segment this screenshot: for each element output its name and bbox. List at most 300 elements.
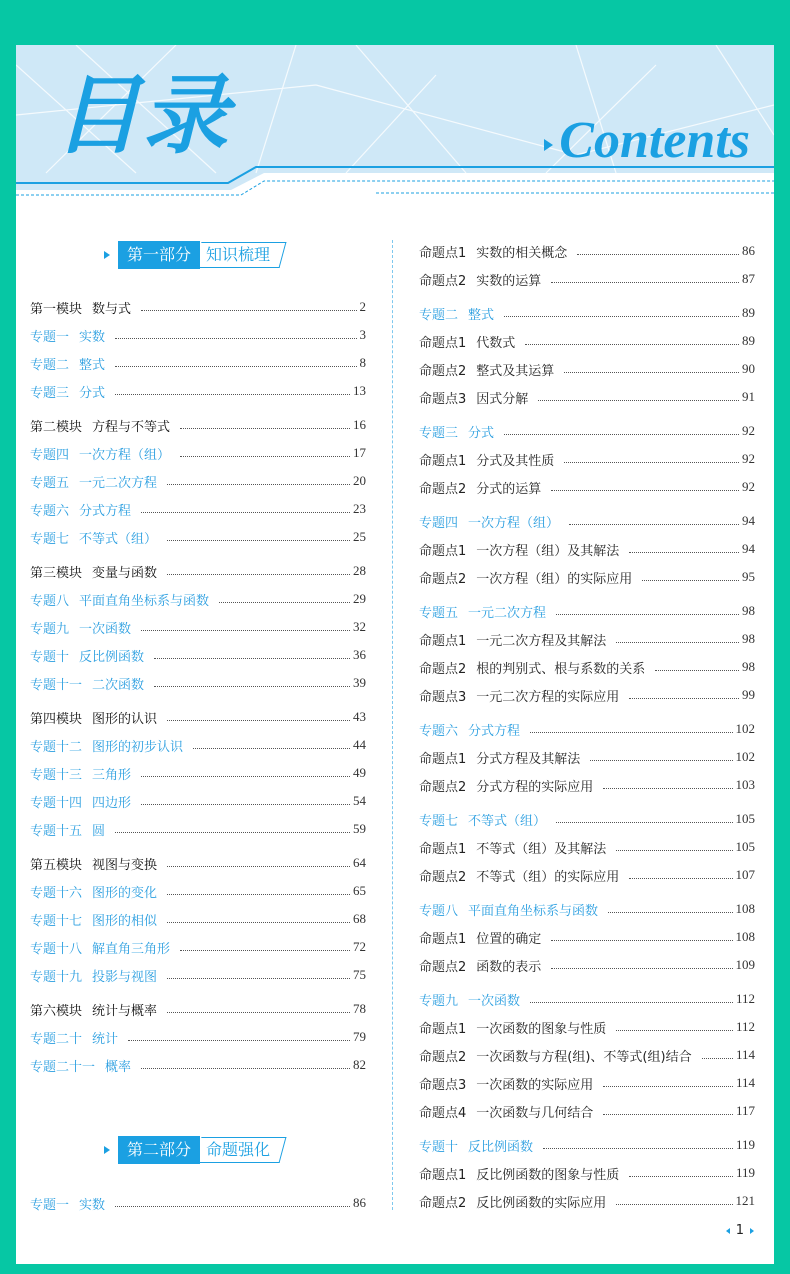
dot-leader <box>616 642 739 643</box>
entry-page-number: 86 <box>353 1195 366 1210</box>
point-entry[interactable] <box>419 1101 755 1121</box>
entry-title: 位置的确定 <box>476 931 542 947</box>
dot-leader <box>629 1176 733 1177</box>
dot-leader <box>167 484 350 485</box>
entry-label: 专题一 <box>30 1197 70 1213</box>
entry-label: 专题七 <box>419 813 459 829</box>
entry-page-number: 28 <box>353 563 366 578</box>
entry-title: 根的判别式、根与系数的关系 <box>476 661 646 677</box>
dot-leader <box>616 1030 733 1031</box>
topic-entry[interactable] <box>30 1193 366 1213</box>
point-entry[interactable] <box>419 269 755 289</box>
entry-title: 一次函数与方程(组)、不等式(组)结合 <box>476 1049 692 1065</box>
entry-label: 专题二 <box>30 357 70 373</box>
entry-page-number: 54 <box>353 793 366 808</box>
topic-entry[interactable] <box>30 443 366 463</box>
entry-title: 一元二次方程的实际应用 <box>476 689 620 705</box>
entry-label: 命题点1 <box>419 841 467 857</box>
dot-leader <box>167 978 350 979</box>
point-entry[interactable] <box>419 629 755 649</box>
dot-leader <box>115 338 356 339</box>
entry-title: 三角形 <box>92 767 132 783</box>
dot-leader <box>504 434 739 435</box>
entry-label: 第六模块 <box>30 1003 83 1019</box>
entry-page-number: 89 <box>742 305 755 320</box>
point-entry[interactable] <box>419 241 755 261</box>
entry-title: 一次函数的图象与性质 <box>476 1021 607 1037</box>
entry-page-number: 36 <box>353 647 366 662</box>
dot-leader <box>616 1204 732 1205</box>
dot-leader <box>642 580 739 581</box>
entry-title: 一次方程（组） <box>79 447 171 463</box>
entry-page-number: 90 <box>742 361 755 376</box>
entry-label: 专题十三 <box>30 767 83 783</box>
point-entry[interactable] <box>419 1073 755 1093</box>
entry-page-number: 114 <box>735 1047 755 1062</box>
entry-label: 命题点2 <box>419 779 467 795</box>
dot-leader <box>702 1058 733 1059</box>
module-entry[interactable] <box>30 297 366 317</box>
topic-entry[interactable] <box>30 325 366 345</box>
dot-leader <box>180 428 350 429</box>
entry-title: 反比例函数的图象与性质 <box>476 1167 620 1183</box>
dot-leader <box>577 254 739 255</box>
entry-title: 一次方程（组）的实际应用 <box>476 571 633 587</box>
dot-leader <box>603 1086 733 1087</box>
entry-title: 不等式（组）及其解法 <box>476 841 607 857</box>
entry-title: 变量与函数 <box>92 565 158 581</box>
dot-leader <box>141 804 350 805</box>
entry-label: 命题点1 <box>419 543 467 559</box>
point-entry[interactable] <box>419 685 755 705</box>
dot-leader <box>141 310 356 311</box>
entry-label: 命题点2 <box>419 273 467 289</box>
entry-page-number: 17 <box>353 445 366 460</box>
entry-title: 统计与概率 <box>92 1003 158 1019</box>
point-entry[interactable] <box>419 387 755 407</box>
dot-leader <box>167 922 350 923</box>
dot-leader <box>603 1114 733 1115</box>
topic-entry[interactable] <box>419 511 755 531</box>
entry-label: 专题十八 <box>30 941 83 957</box>
dot-leader <box>556 614 739 615</box>
page-title-english <box>544 112 750 169</box>
triangle-icon <box>104 1146 110 1154</box>
dot-leader <box>629 878 732 879</box>
dot-leader <box>180 456 350 457</box>
topic-entry[interactable] <box>419 809 755 829</box>
point-entry[interactable] <box>419 1163 755 1183</box>
part2-label: 第二部分 <box>118 1136 200 1164</box>
entry-label: 专题二十一 <box>30 1059 96 1075</box>
topic-entry[interactable] <box>419 421 755 441</box>
topic-entry[interactable] <box>419 601 755 621</box>
entry-label: 命题点3 <box>419 391 467 407</box>
topic-entry[interactable] <box>30 499 366 519</box>
entry-page-number: 2 <box>359 299 366 314</box>
entry-page-number: 92 <box>742 479 755 494</box>
entry-page-number: 13 <box>353 383 366 398</box>
entry-label: 命题点1 <box>419 245 467 261</box>
entry-title: 整式 <box>79 357 106 373</box>
entry-page-number: 112 <box>735 1019 755 1034</box>
entry-page-number: 59 <box>353 821 366 836</box>
entry-page-number: 44 <box>353 737 366 752</box>
topic-entry[interactable] <box>30 527 366 547</box>
entry-page-number: 49 <box>353 765 366 780</box>
point-entry[interactable] <box>419 657 755 677</box>
entry-page-number: 75 <box>353 967 366 982</box>
entry-page-number: 94 <box>742 513 755 528</box>
entry-label: 命题点3 <box>419 1077 467 1093</box>
topic-entry[interactable] <box>30 735 366 755</box>
triangle-icon <box>544 139 553 151</box>
entry-page-number: 72 <box>353 939 366 954</box>
dot-leader <box>629 552 739 553</box>
entry-page-number: 119 <box>735 1165 755 1180</box>
entry-title: 一次方程（组） <box>468 515 560 531</box>
entry-label: 专题十四 <box>30 795 83 811</box>
entry-title: 统计 <box>92 1031 119 1047</box>
dot-leader <box>141 1068 350 1069</box>
dot-leader <box>141 512 350 513</box>
entry-label: 专题六 <box>30 503 70 519</box>
entry-label: 专题六 <box>419 723 459 739</box>
entry-title: 分式方程及其解法 <box>476 751 581 767</box>
topic-entry[interactable] <box>30 645 366 665</box>
topic-entry[interactable] <box>30 819 366 839</box>
entry-label: 命题点1 <box>419 931 467 947</box>
entry-title: 不等式（组）的实际应用 <box>476 869 620 885</box>
entry-page-number: 98 <box>742 631 755 646</box>
entry-label: 命题点2 <box>419 1195 467 1211</box>
topic-entry[interactable] <box>30 617 366 637</box>
topic-entry[interactable] <box>419 719 755 739</box>
module-entry[interactable] <box>30 415 366 435</box>
entry-page-number: 43 <box>353 709 366 724</box>
entry-title: 平面直角坐标系与函数 <box>468 903 599 919</box>
point-entry[interactable] <box>419 1045 755 1065</box>
entry-title: 反比例函数的实际应用 <box>476 1195 607 1211</box>
entry-title: 一次函数与几何结合 <box>476 1105 594 1121</box>
dot-leader <box>154 686 350 687</box>
entry-page-number: 108 <box>735 901 755 916</box>
dot-leader <box>530 1002 733 1003</box>
dot-leader <box>154 658 350 659</box>
entry-label: 第二模块 <box>30 419 83 435</box>
entry-page-number: 79 <box>353 1029 366 1044</box>
entry-page-number: 82 <box>353 1057 366 1072</box>
entry-label: 命题点2 <box>419 959 467 975</box>
dot-leader <box>167 540 350 541</box>
point-entry[interactable] <box>419 955 755 975</box>
entry-title: 不等式（组） <box>468 813 547 829</box>
topic-entry[interactable] <box>30 589 366 609</box>
dot-leader <box>590 760 732 761</box>
entry-title: 整式 <box>468 307 495 323</box>
dot-leader <box>564 372 739 373</box>
entry-title: 反比例函数 <box>468 1139 534 1155</box>
entry-title: 平面直角坐标系与函数 <box>79 593 210 609</box>
entry-title: 一次方程（组）及其解法 <box>476 543 620 559</box>
dot-leader <box>556 822 732 823</box>
entry-title: 因式分解 <box>476 391 529 407</box>
entry-label: 命题点3 <box>419 689 467 705</box>
dot-leader <box>180 950 350 951</box>
entry-page-number: 89 <box>742 333 755 348</box>
part1-name-box <box>195 242 287 268</box>
entry-title: 分式及其性质 <box>476 453 555 469</box>
contents-label: Contents <box>559 112 750 169</box>
entry-page-number: 98 <box>742 603 755 618</box>
entry-page-number: 39 <box>353 675 366 690</box>
topic-entry[interactable] <box>419 899 755 919</box>
entry-label: 专题十九 <box>30 969 83 985</box>
entry-title: 二次函数 <box>92 677 145 693</box>
entry-page-number: 92 <box>742 423 755 438</box>
entry-page-number: 98 <box>742 659 755 674</box>
topic-entry[interactable] <box>419 303 755 323</box>
entry-label: 专题五 <box>419 605 459 621</box>
topic-entry[interactable] <box>30 965 366 985</box>
point-entry[interactable] <box>419 747 755 767</box>
entry-page-number: 65 <box>353 883 366 898</box>
entry-label: 命题点1 <box>419 1167 467 1183</box>
toc-page <box>16 45 774 1264</box>
entry-title: 一元二次方程 <box>79 475 158 491</box>
dot-leader <box>525 344 739 345</box>
entry-page-number: 102 <box>735 721 755 736</box>
entry-title: 概率 <box>105 1059 132 1075</box>
topic-entry[interactable] <box>30 1027 366 1047</box>
entry-page-number: 112 <box>735 991 755 1006</box>
entry-title: 投影与视图 <box>92 969 158 985</box>
entry-label: 专题四 <box>419 515 459 531</box>
dot-leader <box>538 400 739 401</box>
topic-entry[interactable] <box>30 1055 366 1075</box>
entry-title: 圆 <box>92 823 106 839</box>
entry-label: 命题点2 <box>419 363 467 379</box>
entry-label: 命题点2 <box>419 661 467 677</box>
part1-name: 知识梳理 <box>206 245 271 264</box>
entry-title: 分式的运算 <box>476 481 542 497</box>
topic-entry[interactable] <box>30 909 366 929</box>
module-entry[interactable] <box>30 999 366 1019</box>
entry-label: 命题点2 <box>419 1049 467 1065</box>
topic-entry[interactable] <box>30 791 366 811</box>
entry-label: 专题十一 <box>30 677 83 693</box>
entry-title: 方程与不等式 <box>92 419 171 435</box>
entry-label: 命题点1 <box>419 1021 467 1037</box>
entry-label: 专题二十 <box>30 1031 83 1047</box>
point-entry[interactable] <box>419 539 755 559</box>
entry-label: 专题十七 <box>30 913 83 929</box>
topic-entry[interactable] <box>30 381 366 401</box>
entry-page-number: 92 <box>742 451 755 466</box>
entry-label: 命题点4 <box>419 1105 467 1121</box>
dot-leader <box>128 1040 350 1041</box>
entry-label: 专题九 <box>30 621 70 637</box>
page-number <box>726 1223 754 1238</box>
point-entry[interactable] <box>419 927 755 947</box>
entry-page-number: 64 <box>353 855 366 870</box>
dot-leader <box>551 940 732 941</box>
topic-entry[interactable] <box>30 937 366 957</box>
topic-entry[interactable] <box>30 673 366 693</box>
topic-entry[interactable] <box>419 1135 755 1155</box>
entry-title: 一次函数 <box>79 621 132 637</box>
entry-label: 专题八 <box>419 903 459 919</box>
entry-title: 整式及其运算 <box>476 363 555 379</box>
dot-leader <box>504 316 739 317</box>
point-entry[interactable] <box>419 837 755 857</box>
dot-leader <box>551 968 732 969</box>
entry-page-number: 23 <box>353 501 366 516</box>
entry-page-number: 117 <box>735 1103 755 1118</box>
entry-title: 图形的相似 <box>92 913 158 929</box>
dot-leader <box>141 776 350 777</box>
entry-title: 图形的认识 <box>92 711 158 727</box>
entry-title: 分式方程的实际应用 <box>476 779 594 795</box>
entry-label: 命题点1 <box>419 751 467 767</box>
entry-title: 分式 <box>79 385 106 401</box>
dot-leader <box>115 366 356 367</box>
entry-label: 专题十 <box>30 649 70 665</box>
entry-label: 命题点1 <box>419 335 467 351</box>
entry-page-number: 16 <box>353 417 366 432</box>
topic-entry[interactable] <box>30 881 366 901</box>
dot-leader <box>115 832 350 833</box>
entry-page-number: 107 <box>735 867 755 882</box>
entry-title: 一元二次方程 <box>468 605 547 621</box>
entry-title: 一次函数 <box>468 993 521 1009</box>
entry-label: 第五模块 <box>30 857 83 873</box>
entry-title: 实数 <box>79 1197 106 1213</box>
dot-leader <box>655 670 739 671</box>
entry-label: 专题十六 <box>30 885 83 901</box>
entry-label: 第三模块 <box>30 565 83 581</box>
entry-label: 命题点2 <box>419 869 467 885</box>
entry-page-number: 87 <box>742 271 755 286</box>
entry-label: 专题三 <box>419 425 459 441</box>
point-entry[interactable] <box>419 865 755 885</box>
entry-page-number: 94 <box>742 541 755 556</box>
entry-page-number: 29 <box>353 591 366 606</box>
entry-label: 专题七 <box>30 531 70 547</box>
entry-label: 专题十二 <box>30 739 83 755</box>
entry-title: 不等式（组） <box>79 531 158 547</box>
entry-title: 分式方程 <box>468 723 521 739</box>
dot-leader <box>167 894 350 895</box>
point-entry[interactable] <box>419 477 755 497</box>
point-entry[interactable] <box>419 331 755 351</box>
entry-label: 专题一 <box>30 329 70 345</box>
entry-page-number: 114 <box>735 1075 755 1090</box>
topic-entry[interactable] <box>30 353 366 373</box>
entry-label: 专题十 <box>419 1139 459 1155</box>
entry-title: 分式 <box>468 425 495 441</box>
entry-page-number: 86 <box>742 243 755 258</box>
point-entry[interactable] <box>419 359 755 379</box>
dot-leader <box>530 732 732 733</box>
module-entry[interactable] <box>30 853 366 873</box>
triangle-left-icon <box>726 1228 730 1234</box>
header-banner <box>16 45 774 205</box>
part1-heading <box>104 241 283 269</box>
entry-label: 命题点2 <box>419 481 467 497</box>
dot-leader <box>603 788 732 789</box>
point-entry[interactable] <box>419 1191 755 1211</box>
entry-title: 反比例函数 <box>79 649 145 665</box>
point-entry[interactable] <box>419 567 755 587</box>
entry-label: 专题九 <box>419 993 459 1009</box>
topic-entry[interactable] <box>30 471 366 491</box>
entry-page-number: 3 <box>359 327 366 342</box>
entry-label: 命题点2 <box>419 571 467 587</box>
entry-label: 专题十五 <box>30 823 83 839</box>
point-entry[interactable] <box>419 1017 755 1037</box>
entry-page-number: 95 <box>742 569 755 584</box>
entry-title: 代数式 <box>476 335 516 351</box>
entry-page-number: 25 <box>353 529 366 544</box>
entry-page-number: 119 <box>735 1137 755 1152</box>
entry-title: 实数 <box>79 329 106 345</box>
entry-title: 实数的运算 <box>476 273 542 289</box>
entry-label: 专题八 <box>30 593 70 609</box>
entry-page-number: 108 <box>735 929 755 944</box>
module-entry[interactable] <box>30 707 366 727</box>
dot-leader <box>115 1206 350 1207</box>
part2-name-box <box>195 1137 287 1163</box>
point-entry[interactable] <box>419 775 755 795</box>
dot-leader <box>167 720 350 721</box>
entry-page-number: 102 <box>735 749 755 764</box>
entry-label: 第四模块 <box>30 711 83 727</box>
dot-leader <box>167 574 350 575</box>
page-title-chinese: 目录 <box>54 65 230 166</box>
dot-leader <box>167 866 350 867</box>
entry-title: 分式方程 <box>79 503 132 519</box>
dot-leader <box>551 490 739 491</box>
dot-leader <box>543 1148 733 1149</box>
entry-title: 图形的变化 <box>92 885 158 901</box>
page-number-value: 1 <box>735 1223 744 1238</box>
entry-page-number: 105 <box>735 839 755 854</box>
entry-page-number: 99 <box>742 687 755 702</box>
part2-name: 命题强化 <box>206 1140 271 1159</box>
entry-title: 图形的初步认识 <box>92 739 184 755</box>
dot-leader <box>115 394 350 395</box>
module-entry[interactable] <box>30 561 366 581</box>
column-divider <box>392 240 393 1210</box>
entry-page-number: 68 <box>353 911 366 926</box>
point-entry[interactable] <box>419 449 755 469</box>
entry-title: 解直角三角形 <box>92 941 171 957</box>
dot-leader <box>608 912 732 913</box>
entry-title: 一元二次方程及其解法 <box>476 633 607 649</box>
entry-label: 第一模块 <box>30 301 83 317</box>
dot-leader <box>629 698 739 699</box>
dot-leader <box>141 630 350 631</box>
topic-entry[interactable] <box>419 989 755 1009</box>
part2-heading <box>104 1136 283 1164</box>
topic-entry[interactable] <box>30 763 366 783</box>
entry-label: 命题点1 <box>419 453 467 469</box>
entry-page-number: 78 <box>353 1001 366 1016</box>
dot-leader <box>551 282 739 283</box>
entry-page-number: 109 <box>735 957 755 972</box>
entry-page-number: 20 <box>353 473 366 488</box>
